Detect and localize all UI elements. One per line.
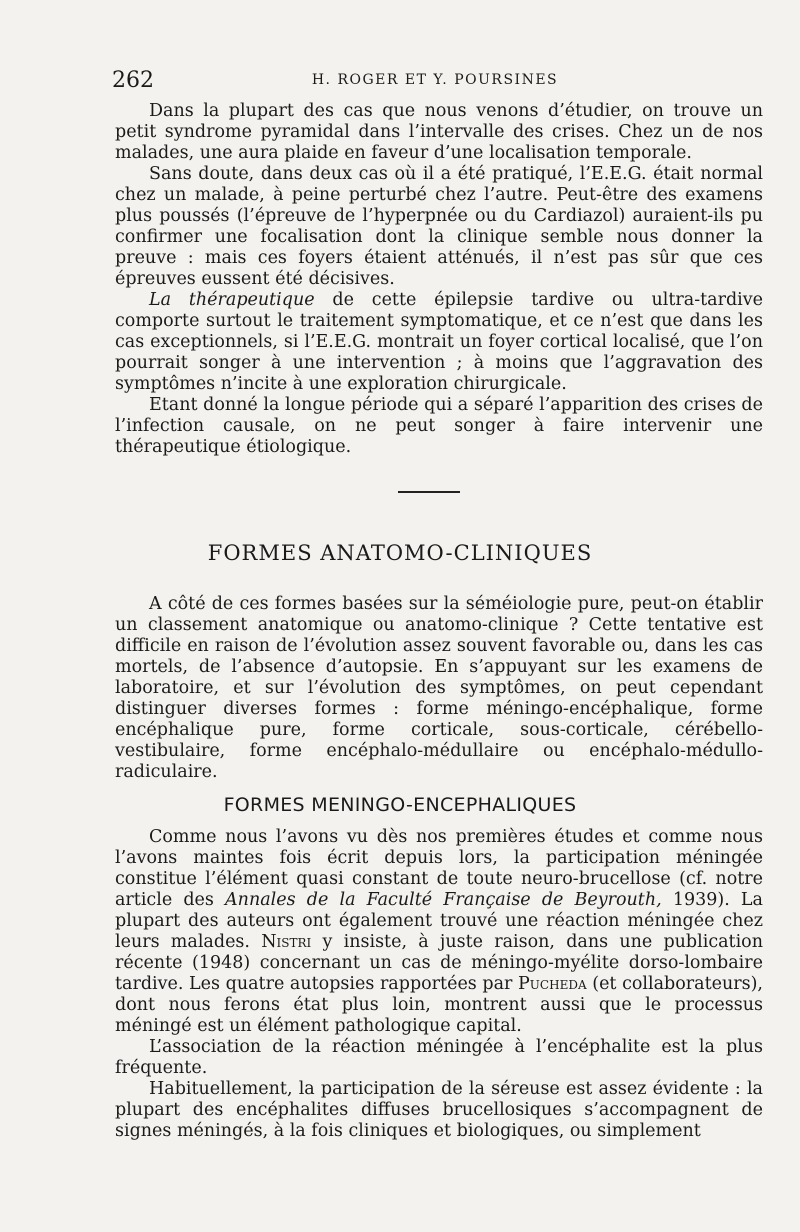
text-run: Comme nous l’avons vu dès nos premières études et comme nous l’avons maintes fois écrit depuis lors, la participation méningée constitue l’élément quasi constant de toute neuro-brucellose (cf. notre article des: [115, 827, 763, 910]
page-number: 262: [112, 68, 154, 93]
paragraph: Sans doute, dans deux cas où il a été pratiqué, l’E.E.G. était normal chez un malade, à peine perturbé chez l’autre. Peut-être des examens plus poussés (l’épreuve de l’hyperpnée ou du Cardiazol) auraient-ils pu confirmer une focalisation dont la clinique semble nous donner la preuve : mais ces foyers étaient atténués, il n’est pas sûr que ces épreuves eussent été décisives.: [115, 164, 763, 289]
section-title-anatomo-cliniques: FORMES ANATOMO-CLINIQUES: [207, 541, 593, 565]
page-header: [112, 66, 758, 96]
anatomo-clinical-section: [115, 594, 763, 783]
text-run: y insiste, à juste raison, dans une publication récente (1948) concernant un cas de méningo-myélite dorso-lombaire tardive. Les quatre autopsies rapportées par: [115, 932, 763, 994]
author-name: Nistri: [261, 932, 312, 952]
epilepsy-section: [115, 101, 763, 458]
paragraph: Dans la plupart des cas que nous venons d’étudier, on trouve un petit syndrome pyramidal dans l’intervalle des crises. Chez un de nos malades, une aura plaide en faveur d’une localisation temporale.: [115, 101, 763, 163]
text-run: 1939). La plupart des auteurs ont également trouvé une réaction méningée chez leurs malades.: [115, 890, 763, 952]
journal-title: Annales de la Faculté Française de Beyrouth,: [225, 890, 662, 910]
text-run: (et collaborateurs), dont nous ferons état plus loin, montrent aussi que le processus méningé est un élément pathologique capital.: [115, 974, 763, 1036]
paragraph: [115, 827, 763, 1037]
author-name: Pucheda: [518, 974, 587, 994]
paragraph: A côté de ces formes basées sur la séméiologie pure, peut-on établir un classement anatomique ou anatomo-clinique ? Cette tentative est difficile en raison de l’évolution assez souvent favorable ou, dans les cas mortels, de l’absence d’autopsie. En s’appuyant sur les examens de laboratoire, et sur l’évolution des symptômes, on peut cependant distinguer diverses formes : forme méningo-encéphalique, forme encéphalique pure, forme corticale, sous-corticale, cérébello-vestibulaire, forme encéphalo-médullaire ou encéphalo-médullo-radiculaire.: [115, 594, 763, 782]
running-title: H. ROGER ET Y. POURSINES: [311, 72, 559, 88]
section-divider: [398, 491, 460, 493]
therapy-text: de cette épilepsie tardive ou ultra-tardive comporte surtout le traitement symptomatique, et ce n’est que dans les cas exceptionnels, si l’E.E.G. montrait un foyer cortical localisé, que l’on pourrait songer à une intervention ; à moins que l’aggravation des symptômes n’incite à une exploration chirurgicale.: [115, 290, 763, 394]
paragraph: Habituellement, la participation de la séreuse est assez évidente : la plupart des encéphalites diffuses brucellosiques s’accompagnent de signes méningés, à la fois cliniques et biologiques, ou simplement: [115, 1079, 763, 1141]
meningo-encephalic-section: [115, 827, 763, 1142]
paragraph: L’association de la réaction méningée à l’encéphalite est la plus fréquente.: [115, 1037, 763, 1078]
therapy-italic: La thérapeutique: [149, 290, 315, 310]
paragraph: Etant donné la longue période qui a séparé l’apparition des crises de l’infection causale, on ne peut songer à faire intervenir une thérapeutique étiologique.: [115, 395, 763, 457]
section-title-meningo-encephaliques: FORMES MENINGO-ENCEPHALIQUES: [223, 794, 577, 816]
therapy-paragraph: [115, 290, 763, 395]
